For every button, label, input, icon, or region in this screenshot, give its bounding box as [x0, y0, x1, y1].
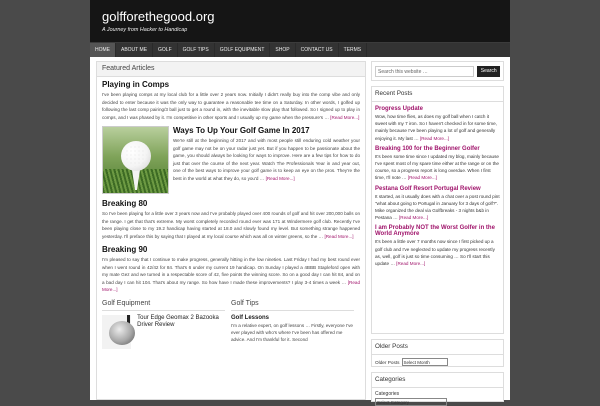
- month-select[interactable]: Select Month: [402, 358, 448, 366]
- read-more-link[interactable]: [Read More...]: [265, 175, 295, 181]
- article-ways-to-up-your-golf-game: [97, 123, 365, 196]
- nav-golf-equipment[interactable]: GOLF EQUIPMENT: [215, 43, 271, 57]
- golf-tips-column: [231, 300, 354, 349]
- recent-post: [372, 186, 503, 222]
- sidebar: [371, 61, 504, 405]
- nav-shop[interactable]: SHOP: [270, 43, 295, 57]
- nav-about-me[interactable]: ABOUT ME: [116, 43, 153, 57]
- read-more-link[interactable]: [Read More...]: [407, 175, 437, 181]
- nav-home[interactable]: HOME: [90, 43, 116, 57]
- bottom-columns: [97, 296, 365, 349]
- older-posts-widget: [371, 339, 504, 367]
- categories-heading: Categories: [372, 373, 503, 388]
- recent-post-excerpt: It's been a little over 7 months now since I first picked up a golf club and I've neglected to update my progress recently as, well, golf is just so time consuming … So I'll start this update … [Read More...]: [375, 239, 495, 267]
- article-excerpt: I'm pleased to say that I continue to make progress, generally hitting in the low nineties. Last Friday I had my best round ever when I went round in 42/42 for 84. That's 6 under my current 19 handicap. On Sunday I played a 4BBB Stapleford open with my mate Gez and we turned in a respectable score of 42, five points the winning score. So on a good day I can hit 84, and on a bad day I can hit 104. That's about my range. So how have I made these improvements? I play 3-4 times a week … [Read More...]: [102, 257, 361, 292]
- article-title[interactable]: Ways To Up Your Golf Game In 2017: [173, 126, 310, 135]
- featured-heading: Featured Articles: [97, 62, 365, 77]
- recent-posts-widget: [371, 86, 504, 334]
- recent-post: [372, 146, 503, 182]
- categories-widget: [371, 372, 504, 405]
- recent-posts-heading: Recent Posts: [372, 87, 503, 102]
- nav-golf-tips[interactable]: GOLF TIPS: [178, 43, 215, 57]
- golf-equipment-heading: Golf Equipment: [102, 300, 225, 311]
- search-widget: [371, 61, 504, 81]
- site-title[interactable]: golfforethegood.org: [102, 9, 215, 24]
- tips-post-title[interactable]: Golf Lessons: [231, 314, 270, 321]
- recent-post-title[interactable]: Breaking 100 for the Beginner Golfer: [375, 145, 480, 152]
- recent-post-excerpt: Wow, how time flies, as does my golf ball when I catch it sweet with my 7 iron. So I haven't checked in for some time, mainly because I've been playing a lot of golf and generally enjoying it. My last … [Read More...]: [375, 114, 497, 141]
- read-more-link[interactable]: [Read More...]: [324, 233, 354, 239]
- article-title[interactable]: Playing in Comps: [102, 80, 170, 89]
- page-wrapper: [90, 0, 510, 405]
- read-more-link[interactable]: [Read More...]: [330, 114, 360, 120]
- article-breaking-80: [97, 196, 365, 242]
- recent-post-excerpt: It started, as it usually does with a chat over a post round pint "what about going to Portugal in January for 3 days of golf?". Mike organized the deal via Golfbreaks - 3 nights b&b in Pestana … [Read More...]: [375, 193, 500, 221]
- site-header: [90, 0, 510, 42]
- article-title[interactable]: Breaking 90: [102, 245, 148, 254]
- older-posts-heading: Older Posts: [372, 340, 503, 355]
- recent-post-title[interactable]: Progress Update: [375, 106, 424, 112]
- article-breaking-90: [97, 242, 365, 296]
- recent-post-excerpt: It's been some time since I updated my blog, mainly because I've spent most of my spare time either at the range or on the course, so a progress report is long overdue. When I first time, I'll note … [Read More...]: [375, 153, 499, 181]
- older-posts-label: Older Posts: [375, 359, 400, 365]
- main-nav: [90, 42, 510, 57]
- golf-ball-image[interactable]: [102, 126, 169, 194]
- article-excerpt: I've been playing comps at my local club for a little over 2 years now. Initially I didn't really buy into the comp vibe and only decided to enter because it was the only way to guarantee a reasonable tee time on a Saturday. In other words, I golfed up following the last comp pairing/3 ball just to get a round in, with the inevitable slow play that followed. So I signed up to play in comps, and I was phased by it. I'm competitive in other sports and I usually up my game when the pressure's … [Read More...]: [102, 92, 360, 120]
- tips-post-excerpt: I'm a relative expert, on golf lessons … Firstly, everyone I've ever played with who's where I've been has offered me advice. And I'm thankful for it. Second: [231, 322, 353, 343]
- driver-club-image[interactable]: [102, 315, 131, 349]
- read-more-link[interactable]: [Read More...]: [399, 215, 429, 221]
- read-more-link[interactable]: [Read More...]: [102, 279, 361, 292]
- golf-tips-heading: Golf Tips: [231, 300, 354, 311]
- recent-post: [372, 225, 503, 267]
- golf-equipment-column: [102, 300, 225, 349]
- category-select[interactable]: Select Category: [375, 398, 447, 406]
- recent-post-title[interactable]: I am Probably NOT the Worst Golfer in the World Anymore: [375, 225, 495, 238]
- equipment-post-title[interactable]: Tour Edge Geomax 2 Bazooka Driver Review: [137, 314, 219, 328]
- recent-post-title[interactable]: Pestana Golf Resort Portugal Review: [375, 185, 481, 192]
- recent-post: [372, 106, 503, 142]
- search-input[interactable]: Search this website …: [375, 66, 474, 77]
- nav-golf[interactable]: GOLF: [153, 43, 178, 57]
- nav-terms[interactable]: TERMS: [339, 43, 368, 57]
- read-more-link[interactable]: [Read More...]: [419, 135, 450, 141]
- article-playing-in-comps: [97, 77, 365, 123]
- search-button[interactable]: Search: [477, 66, 500, 77]
- nav-contact-us[interactable]: CONTACT US: [296, 43, 339, 57]
- article-excerpt: We're still at the beginning of 2017 and with most people still enduring cold weather your golf game may not be on your radar just yet. But if you happen to be passionate about the game, you should always be looking for ways to improve. Here are a few tips for how to do just that over the course of the next year. Watch The Professionals Year in and year out, one of the best ways to improve your golf game is to keep an eye on the pros. They're the best in the world at what they do, so you'd … [Read More...]: [173, 138, 360, 181]
- featured-articles: [96, 61, 366, 400]
- article-title[interactable]: Breaking 80: [102, 199, 148, 208]
- article-excerpt: So I've been playing for a little over 3 years now and I've probably played over 400 rounds of golf and hit over 200,000 balls on the range. I get that that's extreme. My worst completely recorded round ever was 171 at Windermere golf club. Recently I've been playing close to my 19.2 handicap having started at 18.0 and slowly found my level. But something strange happened yesterday. I'll preface this by saying that I played at my local course which was all on winter greens, so the … [Read More...]: [102, 211, 360, 239]
- categories-label: Categories: [375, 391, 400, 397]
- read-more-link[interactable]: [Read More...]: [396, 261, 426, 267]
- site-tagline: A Journey from Hacker to Handicap: [102, 27, 188, 33]
